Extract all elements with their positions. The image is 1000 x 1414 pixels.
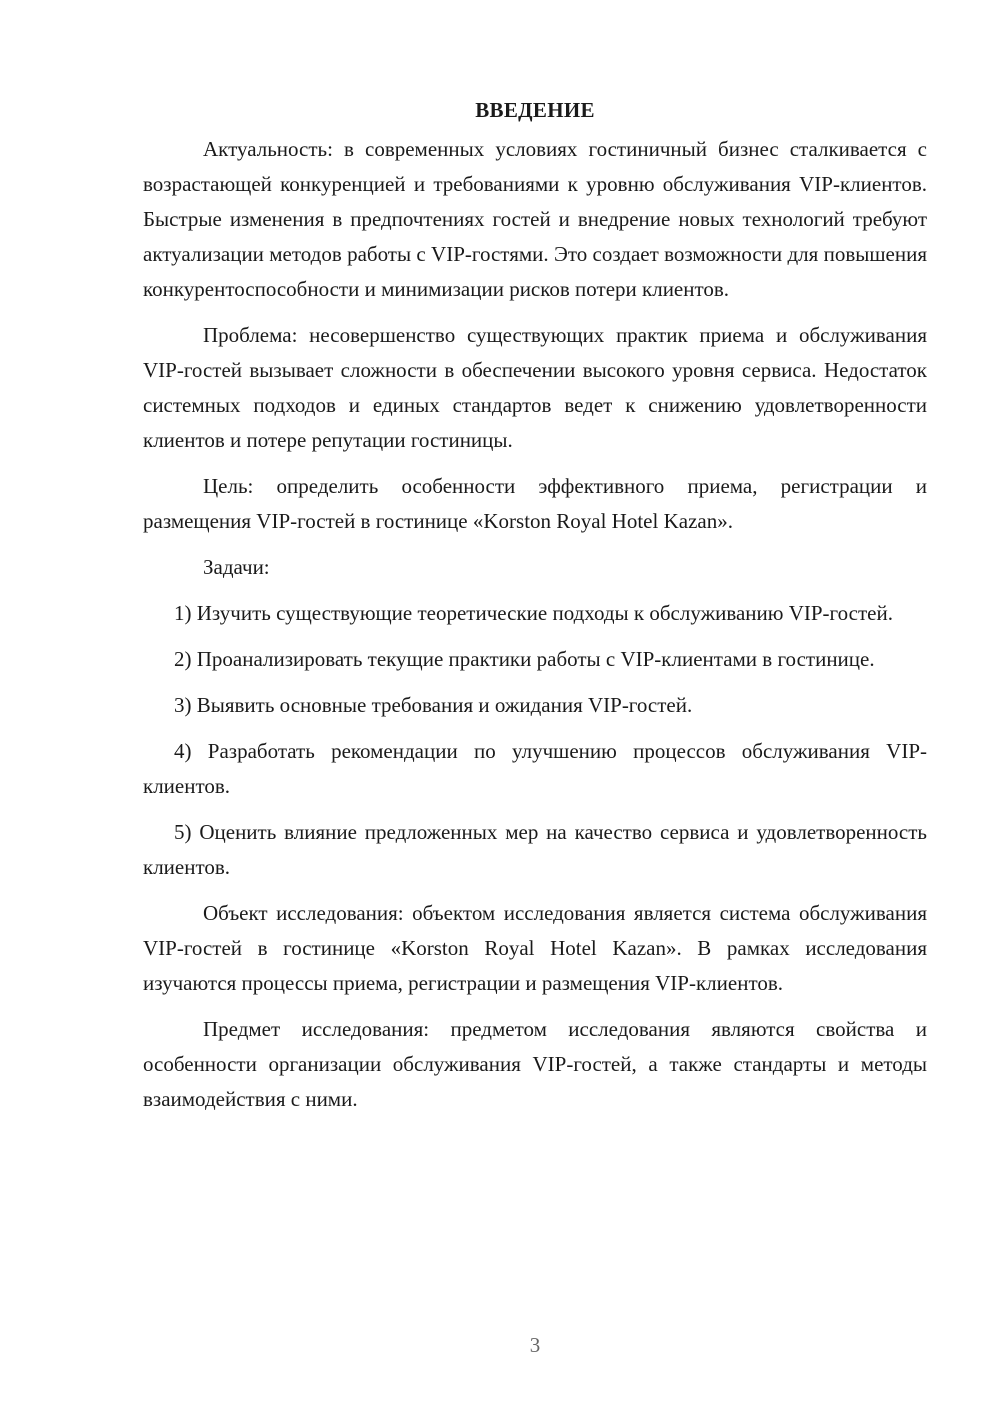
paragraph-goal: Цель: определить особенности эффективного приема, регистрации и размещения VIP-гостей в гостинице «Korston Royal Hotel Kazan». <box>143 474 927 533</box>
tasks-label: Задачи: <box>203 555 270 579</box>
task-item-1: 1) Изучить существующие теоретические подходы к обслуживанию VIP-гостей. <box>174 601 893 625</box>
paragraph-object: Объект исследования: объектом исследования является система обслуживания VIP-гостей в гостинице «Korston Royal Hotel Kazan». В рамках исследования изучаются процессы приема, регистрации и размещения VIP-клиентов. <box>143 901 927 995</box>
task-item-3: 3) Выявить основные требования и ожидания VIP-гостей. <box>174 693 693 717</box>
paragraph-relevance: Актуальность: в современных условиях гостиничный бизнес сталкивается с возрастающей конкуренцией и требованиями к уровню обслуживания VIP-клиентов. Быстрые изменения в предпочтениях гостей и внедрение новых технологий требуют актуализации методов работы с VIP-гостями. Это создает возможности для повышения конкурентоспособности и минимизации рисков потери клиентов. <box>143 137 927 301</box>
section-heading: ВВЕДЕНИЕ <box>475 98 595 122</box>
paragraph-subject: Предмет исследования: предметом исследования являются свойства и особенности организации обслуживания VIP-гостей, а также стандарты и методы взаимодействия с ними. <box>143 1017 927 1111</box>
task-item-5: 5) Оценить влияние предложенных мер на качество сервиса и удовлетворенность клиентов. <box>143 820 927 879</box>
task-item-2: 2) Проанализировать текущие практики работы с VIP-клиентами в гостинице. <box>174 647 875 671</box>
document-body <box>143 93 927 1128</box>
paragraph-problem: Проблема: несовершенство существующих практик приема и обслуживания VIP-гостей вызывает сложности в обеспечении высокого уровня сервиса. Недостаток системных подходов и единых стандартов ведет к снижению удовлетворенности клиентов и потере репутации гостиницы. <box>143 323 927 452</box>
page-number: 3 <box>529 1333 541 1357</box>
task-item-4: 4) Разработать рекомендации по улучшению процессов обслуживания VIP-клиентов. <box>143 739 927 798</box>
